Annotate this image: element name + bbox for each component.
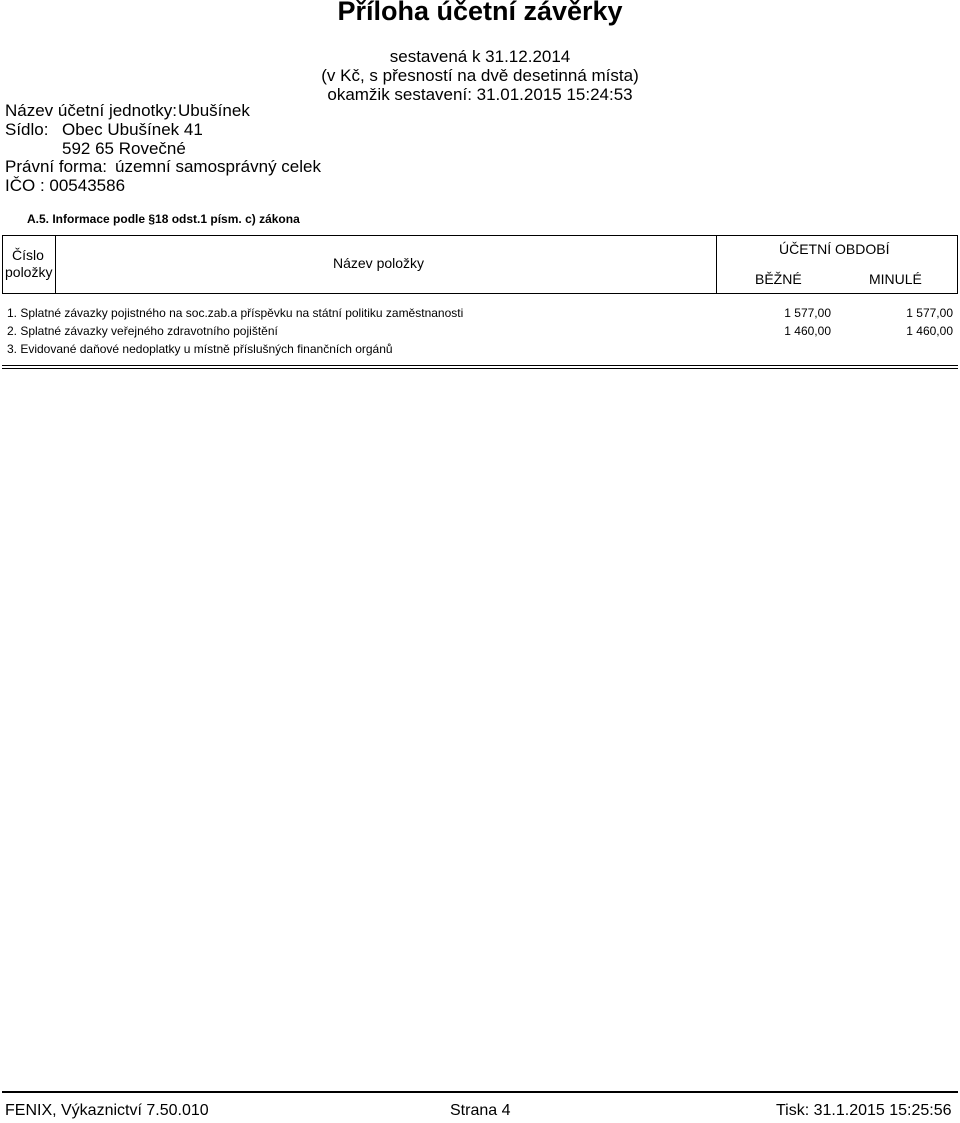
column-divider bbox=[55, 236, 56, 293]
column-divider bbox=[716, 236, 717, 293]
footer-page-number: Strana 4 bbox=[450, 1102, 511, 1119]
row-label: 1. Splatné závazky pojistného na soc.zab.a příspěvku na státní politiku zaměstnanosti bbox=[7, 306, 464, 320]
row-label: 3. Evidované daňové nedoplatky u místně příslušných finančních orgánů bbox=[7, 342, 393, 356]
entity-ico: IČO : 00543586 bbox=[5, 176, 126, 195]
row-current-value: 1 460,00 bbox=[784, 324, 831, 338]
row-previous-value: 1 577,00 bbox=[906, 306, 953, 320]
table-end-rule bbox=[2, 368, 958, 369]
entity-form-value: územní samosprávný celek bbox=[115, 157, 321, 176]
col-number-line2: položky bbox=[5, 264, 53, 280]
entity-seat-line2: 592 65 Rovečné bbox=[62, 139, 186, 158]
footer-software: FENIX, Výkaznictví 7.50.010 bbox=[5, 1102, 209, 1119]
row-label: 2. Splatné závazky veřejného zdravotního pojištění bbox=[7, 324, 278, 338]
page-title: Příloha účetní závěrky bbox=[337, 0, 623, 26]
row-current-value: 1 577,00 bbox=[784, 306, 831, 320]
section-title: A.5. Informace podle §18 odst.1 písm. c) zákona bbox=[27, 212, 300, 226]
units-note: (v Kč, s přesností na dvě desetinná místa) bbox=[321, 66, 639, 85]
footer-print-timestamp: Tisk: 31.1.2015 15:25:56 bbox=[776, 1102, 952, 1119]
entity-seat-label: Sídlo: bbox=[5, 120, 49, 139]
table-end-rule bbox=[2, 365, 958, 366]
created-timestamp: okamžik sestavení: 31.01.2015 15:24:53 bbox=[327, 85, 633, 104]
col-current-header: BĚŽNÉ bbox=[755, 271, 802, 287]
col-number-line1: Číslo bbox=[12, 247, 44, 263]
col-name-header: Název položky bbox=[333, 255, 425, 271]
compiled-date: sestavená k 31.12.2014 bbox=[389, 47, 571, 66]
entity-name-label: Název účetní jednotky: bbox=[5, 101, 177, 120]
footer-rule bbox=[2, 1091, 958, 1093]
col-previous-header: MINULÉ bbox=[869, 271, 922, 287]
entity-seat-line1: Obec Ubušínek 41 bbox=[62, 120, 203, 139]
col-period-header: ÚČETNÍ OBDOBÍ bbox=[779, 241, 890, 257]
entity-name-value: Ubušínek bbox=[178, 101, 250, 120]
entity-form-label: Právní forma: bbox=[5, 157, 108, 176]
row-previous-value: 1 460,00 bbox=[906, 324, 953, 338]
